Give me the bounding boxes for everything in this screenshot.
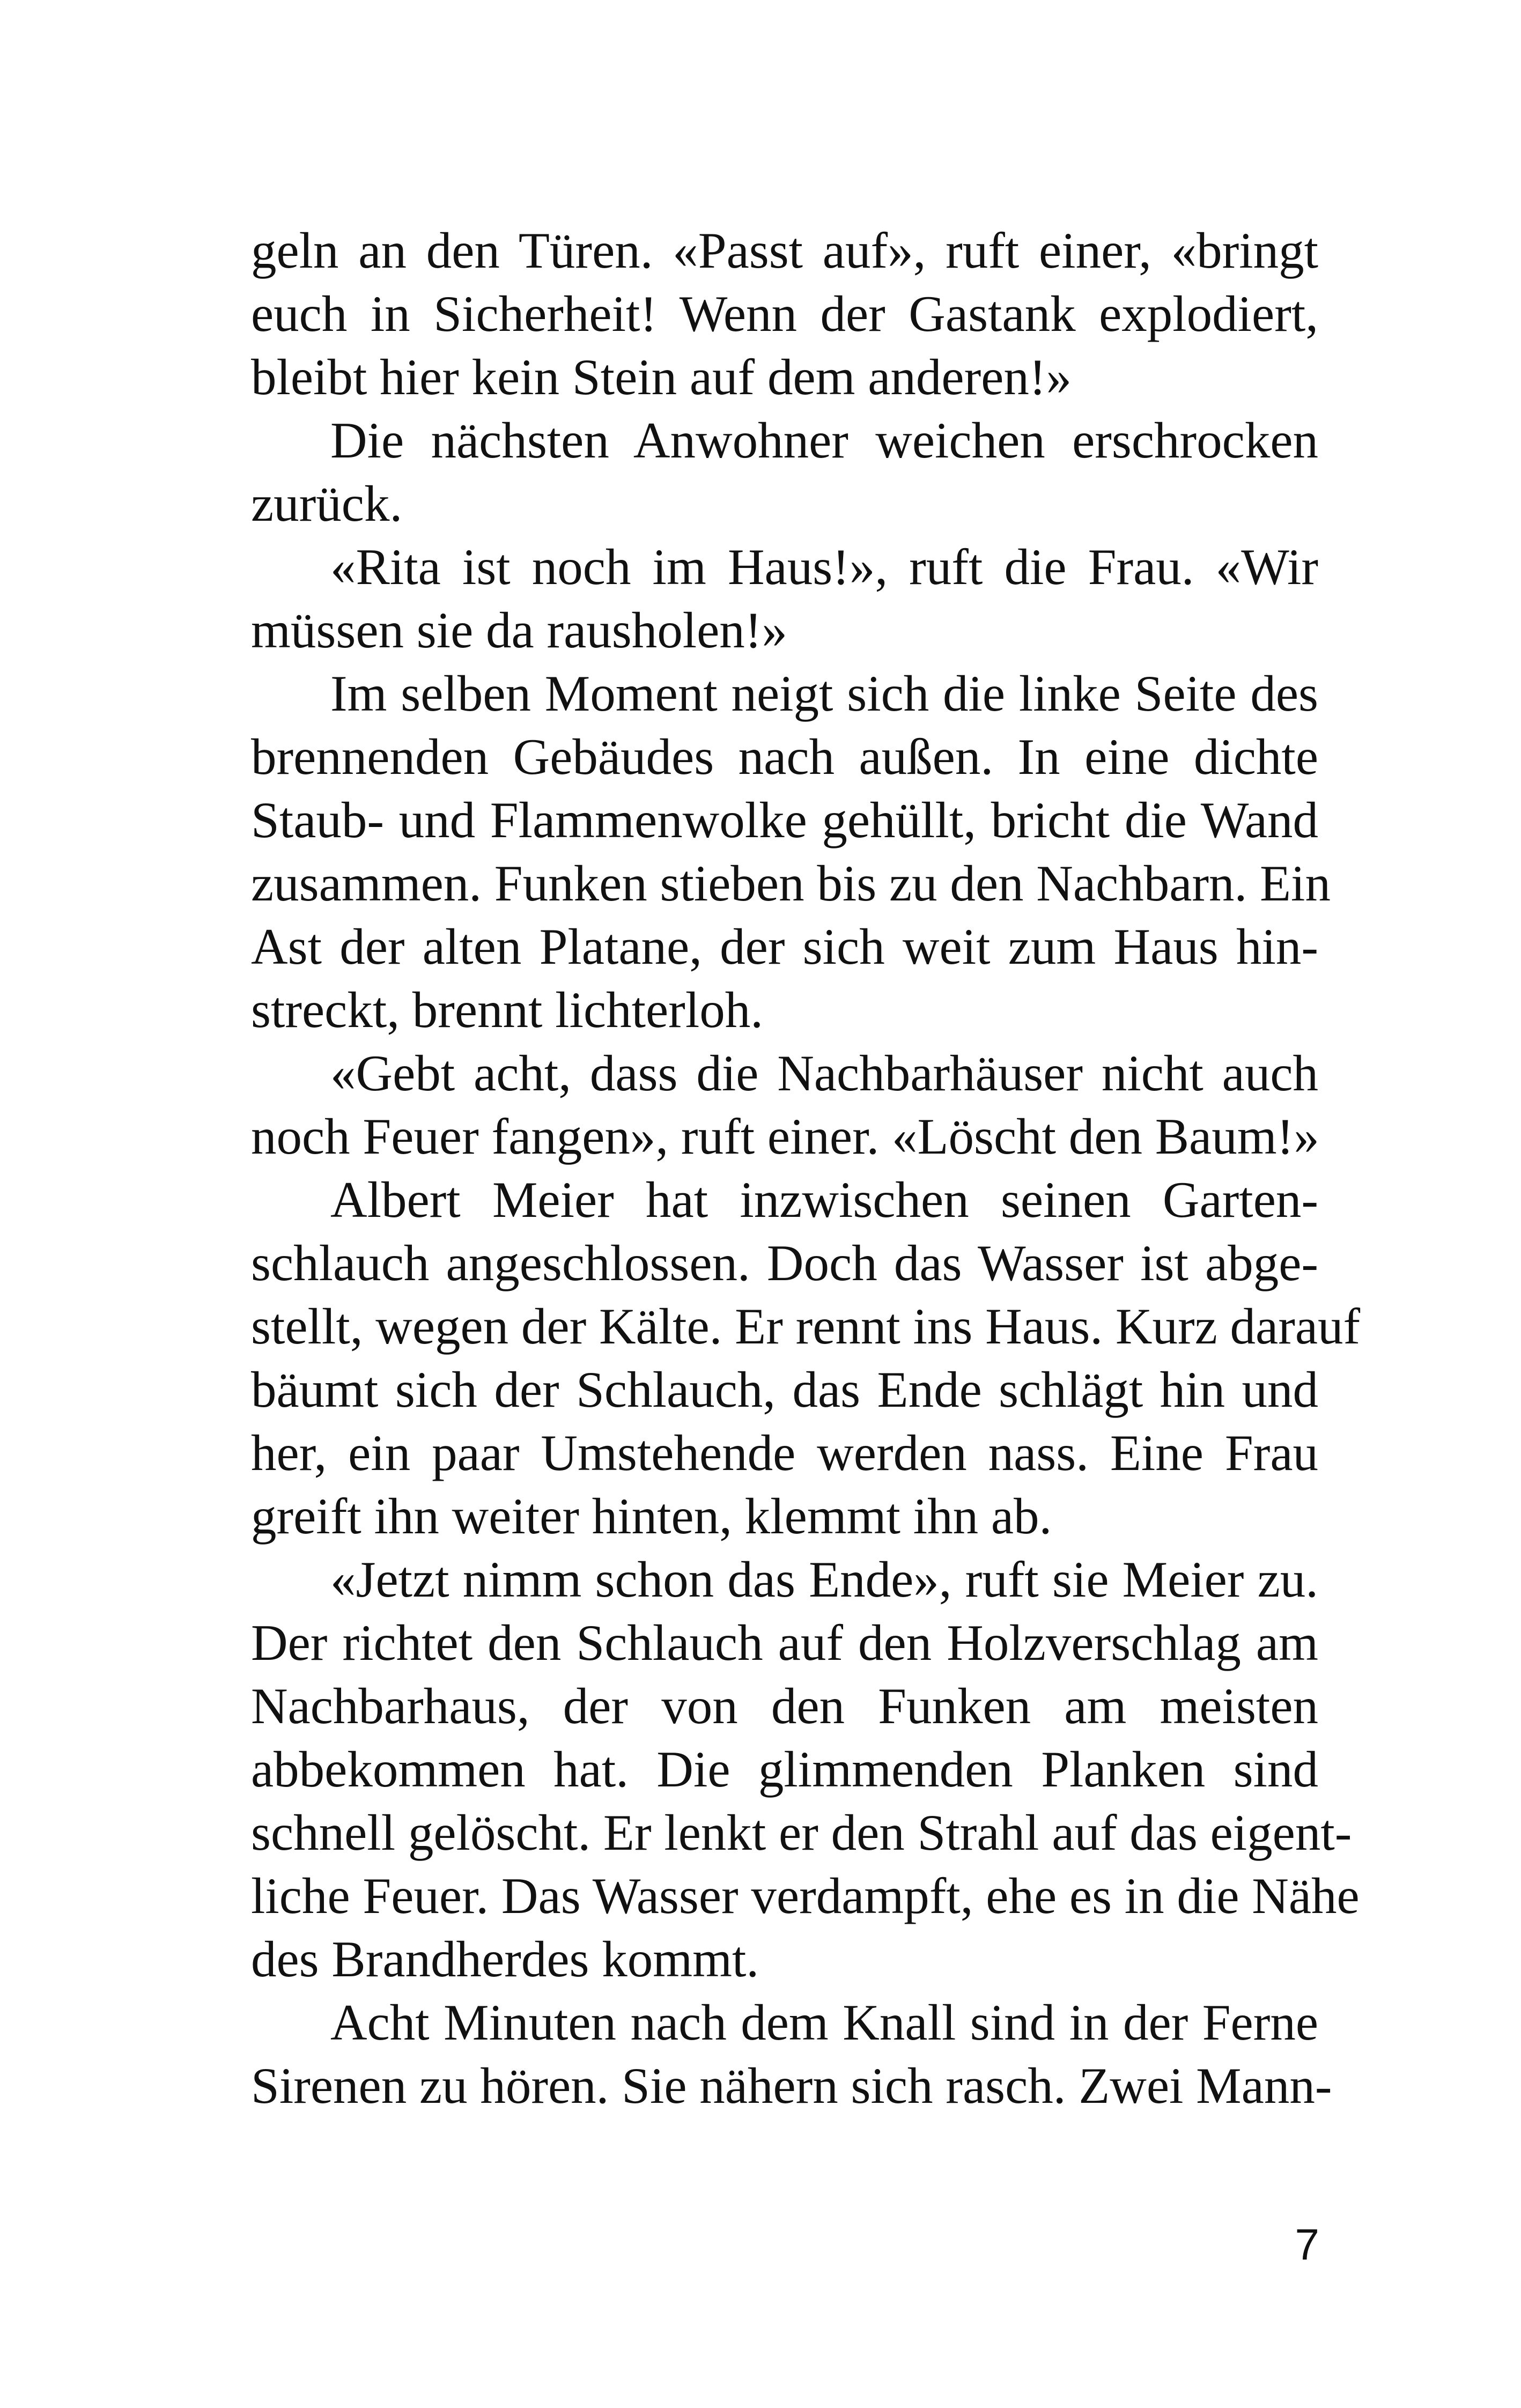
text-line: bleibt hier kein Stein auf dem anderen!» <box>251 349 1072 405</box>
text-line: müssen sie da rausholen!» <box>251 602 787 659</box>
text-line: des Brandherdes kommt. <box>251 1931 759 1988</box>
text-line: her, ein paar Umstehende werden nass. Eine Frau <box>251 1424 1318 1481</box>
text-line: Nachbarhaus, der von den Funken am meisten <box>251 1678 1318 1734</box>
text-line: «Rita ist noch im Haus!», ruft die Frau. «Wir <box>330 538 1318 595</box>
text-line: «Gebt acht, dass die Nachbarhäuser nicht auch <box>330 1045 1318 1102</box>
text-line: Albert Meier hat inzwischen seinen Garten- <box>330 1171 1318 1228</box>
text-line: zusammen. Funken stieben bis zu den Nachbarn. Ein <box>251 855 1331 912</box>
text-line: euch in Sicherheit! Wenn der Gastank explodiert, <box>251 285 1318 342</box>
text-line: Sirenen zu hören. Sie nähern sich rasch. Zwei Mann- <box>251 2057 1332 2114</box>
text-line: «Jetzt nimm schon das Ende», ruft sie Meier zu. <box>330 1551 1318 1608</box>
text-line: liche Feuer. Das Wasser verdampft, ehe es in die Nähe <box>251 1867 1360 1924</box>
text-line: greift ihn weiter hinten, klemmt ihn ab. <box>251 1488 1052 1545</box>
text-line: schlauch angeschlossen. Doch das Wasser ist abge- <box>251 1235 1318 1291</box>
text-line: Der richtet den Schlauch auf den Holzverschlag am <box>251 1614 1318 1671</box>
text-line: geln an den Türen. «Passt auf», ruft einer, «bringt <box>251 222 1318 279</box>
text-line: Acht Minuten nach dem Knall sind in der Ferne <box>330 1994 1318 2051</box>
text-line: abbekommen hat. Die glimmenden Planken sind <box>251 1741 1318 1798</box>
text-line: Die nächsten Anwohner weichen erschrocken <box>330 412 1318 469</box>
text-line: zurück. <box>251 475 403 532</box>
text-line: noch Feuer fangen», ruft einer. «Löscht den Baum!» <box>251 1108 1319 1165</box>
text-line: Im selben Moment neigt sich die linke Seite des <box>330 665 1318 722</box>
page-number: 7 <box>1295 2220 1319 2269</box>
text-line: stellt, wegen der Kälte. Er rennt ins Haus. Kurz darauf <box>251 1298 1361 1355</box>
text-line: brennenden Gebäudes nach außen. In eine dichte <box>251 728 1318 785</box>
body-text <box>251 219 1361 2117</box>
text-line: schnell gelöscht. Er lenkt er den Strahl auf das eigent- <box>251 1804 1352 1861</box>
text-line: Ast der alten Platane, der sich weit zum Haus hin- <box>251 918 1318 975</box>
text-line: Staub- und Flammenwolke gehüllt, bricht die Wand <box>251 792 1318 848</box>
text-line: streckt, brennt lichterloh. <box>251 981 763 1038</box>
text-line: bäumt sich der Schlauch, das Ende schlägt hin und <box>251 1361 1318 1418</box>
